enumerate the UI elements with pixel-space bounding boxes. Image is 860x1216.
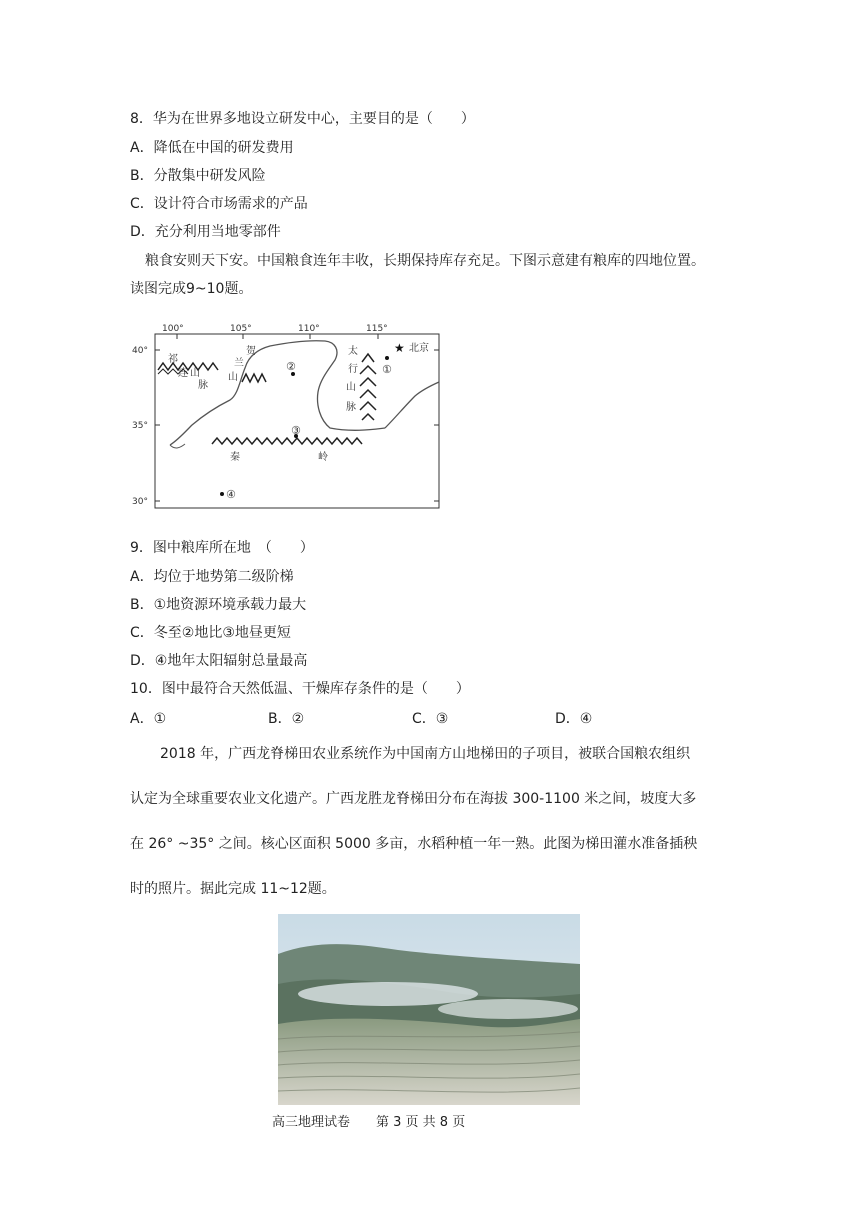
lon-label-115: 115°	[366, 324, 388, 334]
q8-stem: 8．华为在世界多地设立研发中心，主要目的是（ ）	[130, 111, 475, 127]
helan-label-3: 山	[228, 372, 238, 383]
lat-label-30: 30°	[132, 497, 148, 507]
q9-option-b: B．①地资源环境承载力最大	[130, 597, 307, 613]
page-footer: 高三地理试卷 第 3 页 共 8 页	[272, 1115, 466, 1130]
q10-stem: 10．图中最符合天然低温、干燥库存条件的是（ ）	[130, 681, 470, 697]
helan-label-1: 贺	[246, 346, 256, 357]
qilian-label-4: 脉	[198, 380, 208, 391]
qinling-label-2: 岭	[318, 452, 328, 463]
beijing-star-icon: ★	[394, 341, 405, 355]
depot-4-label: ④	[226, 488, 236, 501]
depot-3-label: ③	[291, 424, 301, 437]
q8-option-c: C．设计符合市场需求的产品	[130, 196, 308, 212]
q10-option-b: B．②	[268, 711, 305, 727]
lat-label-40: 40°	[132, 346, 148, 356]
depot-2-label: ②	[286, 360, 296, 373]
depot-1-dot	[385, 356, 389, 360]
intro1-line1: 粮食安则天下安。中国粮食连年丰收，长期保持库存充足。下图示意建有粮库的四地位置。	[145, 253, 705, 269]
terrace-photo	[278, 914, 580, 1105]
helan-label-2: 兰	[234, 358, 244, 369]
qilian-label-2: 连	[178, 368, 188, 379]
lon-label-105: 105°	[230, 324, 252, 334]
lon-label-100: 100°	[162, 324, 184, 334]
intro2-line1: 2018 年，广西龙脊梯田农业系统作为中国南方山地梯田的子项目，被联合国粮农组织	[160, 746, 691, 762]
q8-option-b: B．分散集中研发风险	[130, 168, 266, 184]
intro1-line2: 读图完成9~10题。	[130, 281, 253, 297]
qinling-label-1: 秦	[230, 452, 240, 463]
q9-stem: 9．图中粮库所在地 （ ）	[130, 540, 314, 556]
q8-option-a: A．降低在中国的研发费用	[130, 140, 294, 156]
lon-label-110: 110°	[298, 324, 320, 334]
taihang-label-4: 脉	[346, 402, 356, 413]
qilian-label-3: 山	[190, 368, 200, 379]
map-svg	[130, 320, 450, 515]
beijing-label: 北京	[409, 343, 429, 354]
taihang-label-1: 太	[348, 346, 358, 357]
q10-option-a: A．①	[130, 711, 167, 727]
intro2-line2: 认定为全球重要农业文化遗产。广西龙胜龙脊梯田分布在海拔 300-1100 米之间，坡度大多	[130, 791, 697, 807]
lat-label-35: 35°	[132, 421, 148, 431]
intro2-line4: 时的照片。据此完成 11~12题。	[130, 881, 336, 897]
q10-option-d: D．④	[555, 711, 593, 727]
taihang-label-3: 山	[346, 382, 356, 393]
q8-option-d: D．充分利用当地零部件	[130, 224, 281, 240]
q9-option-c: C．冬至②地比③地昼更短	[130, 625, 291, 641]
depot-1-label: ①	[382, 363, 392, 376]
qilian-label-1: 祁	[168, 354, 178, 365]
q9-option-a: A．均位于地势第二级阶梯	[130, 569, 294, 585]
taihang-label-2: 行	[348, 364, 358, 375]
q10-option-c: C．③	[412, 711, 449, 727]
depot-4-dot	[220, 492, 224, 496]
grain-depot-map	[130, 320, 450, 515]
intro2-line3: 在 26° ~35° 之间。核心区面积 5000 多亩，水稻种植一年一熟。此图为梯田灌水准备插秧	[130, 836, 698, 852]
q9-option-d: D．④地年太阳辐射总量最高	[130, 653, 308, 669]
